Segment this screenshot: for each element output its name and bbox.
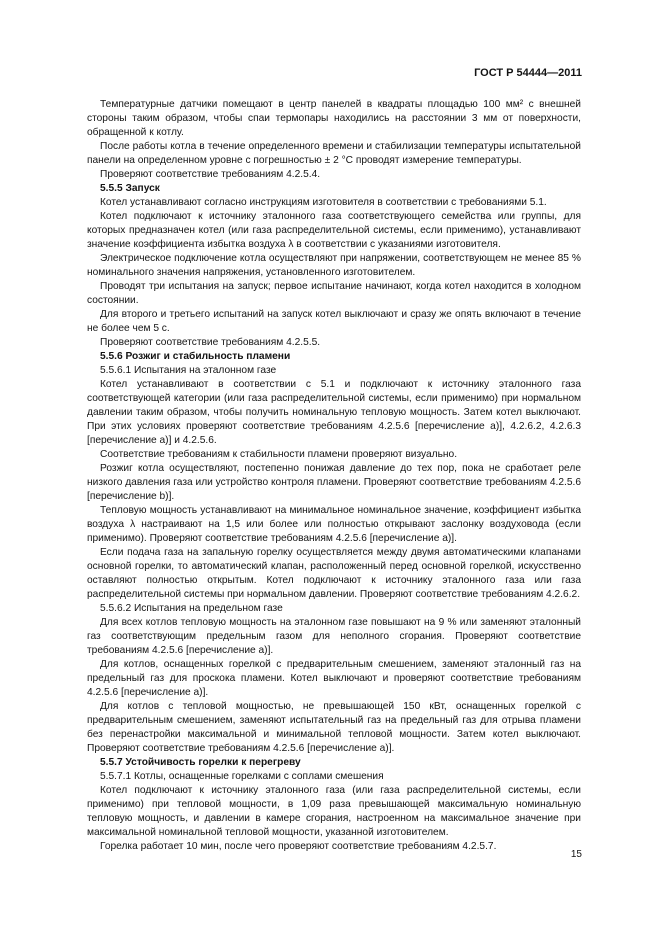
paragraph: Тепловую мощность устанавливают на минимальное номинальное значение, коэффициент избытка воздуха λ настраивают на 1,5 или более или полностью открывают заслонку воздуховода (если применимо). Проверяют соответствие требованиям 4.2.5.6 [перечисление а)]. xyxy=(87,505,581,544)
paragraph: Котел устанавливают согласно инструкциям изготовителя в соответствии с требованиями 5.1. xyxy=(100,197,547,208)
section-heading: 5.5.6 Розжиг и стабильность пламени xyxy=(100,351,291,362)
paragraph: Для всех котлов тепловую мощность на эталонном газе повышают на 9 % или заменяют эталонный газ соответствующим предельным газом для неполного сгорания. Проверяют соответствие требованиям 4.2.5.6 [перечисление а)]. xyxy=(87,617,581,656)
paragraph: Проводят три испытания на запуск; первое испытание начинают, когда котел находится в холодном состоянии. xyxy=(87,281,581,306)
subsection-heading: 5.5.7.1 Котлы, оснащенные горелками с соплами смешения xyxy=(100,771,384,782)
paragraph: Для котлов с тепловой мощностью, не превышающей 150 кВт, оснащенных горелкой с предварительным смешением, заменяют испытательный газ на предельный газ для отрыва пламени без перенастройки максимальной и минимальной тепловой мощности. Затем котел выключают. Проверяют соответствие требованиям 4.2.5.6 [перечисление а)]. xyxy=(87,701,581,754)
section-heading: 5.5.5 Запуск xyxy=(100,183,160,194)
paragraph: Проверяют соответствие требованиям 4.2.5.5. xyxy=(100,337,321,348)
page-number: 15 xyxy=(570,849,582,860)
document-body xyxy=(87,98,581,854)
paragraph: Температурные датчики помещают в центр панелей в квадраты площадью 100 мм² с внешней стороны таким образом, чтобы спаи термопары находились на расстоянии 3 мм от поверхности, обращенной к котлу. xyxy=(87,99,581,138)
paragraph: Если подача газа на запальную горелку осуществляется между двумя автоматическими клапанами основной горелки, то автоматический клапан, расположенный перед основной горелкой, искусственно оставляют полностью открытым. Котел подключают к источнику эталонного газа или газа распределительной системы при нормальном давлении. Проверяют соответствие требованиям 4.2.6.2. xyxy=(87,547,581,600)
section-heading: 5.5.7 Устойчивость горелки к перегреву xyxy=(100,757,301,768)
paragraph: Горелка работает 10 мин, после чего проверяют соответствие требованиям 4.2.5.7. xyxy=(100,841,497,852)
paragraph: Для второго и третьего испытаний на запуск котел выключают и сразу же опять включают в течение не более чем 5 с. xyxy=(87,309,581,334)
subsection-heading: 5.5.6.2 Испытания на предельном газе xyxy=(100,603,283,614)
paragraph: Соответствие требованиям к стабильности пламени проверяют визуально. xyxy=(100,449,458,460)
paragraph: Котел подключают к источнику эталонного газа соответствующего семейства или группы, для которых предназначен котел (или газа распределительной системы, если применимо), устанавливают значение коэффициента избытка воздуха λ в соответствии с указаниями изготовителя. xyxy=(87,211,581,250)
document-header: ГОСТ Р 54444—2011 xyxy=(474,67,582,79)
paragraph: Для котлов, оснащенных горелкой с предварительным смешением, заменяют эталонный газ на предельный газ для проскока пламени. Котел выключают и проверяют соответствие требованиям 4.2.5.6 [перечисление а)]. xyxy=(87,659,581,698)
paragraph: После работы котла в течение определенного времени и стабилизации температуры испытательной панели на определенном уровне с погрешностью ± 2 °С проводят измерение температуры. xyxy=(87,141,581,166)
subsection-heading: 5.5.6.1 Испытания на эталонном газе xyxy=(100,365,277,376)
paragraph: Котел подключают к источнику эталонного газа (или газа распределительной системы, если применимо) при тепловой мощности, в 1,09 раза превышающей максимальную номинальную тепловую мощность, и давлении в камере сгорания, настроенном на максимальное значение при максимальной номинальной тепловой мощности, указанной изготовителем. xyxy=(87,785,581,838)
paragraph: Розжиг котла осуществляют, постепенно понижая давление до тех пор, пока не сработает реле низкого давления газа или устройство контроля пламени. Проверяют соответствие требованиям 4.2.5.6 [перечисление b)]. xyxy=(87,463,581,502)
paragraph: Котел устанавливают в соответствии с 5.1 и подключают к источнику эталонного газа соответствующей категории (или газа распределительной системы, если применимо) при нормальном давлении таким образом, чтобы получить номинальную тепловую мощность. Затем котел выключают. При этих условиях проверяют соответствие требованиям 4.2.5.6 [перечисление а)], 4.2.6.2, 4.2.6.3 [перечисление а)] и 4.2.5.6. xyxy=(87,379,581,446)
paragraph: Проверяют соответствие требованиям 4.2.5.4. xyxy=(100,169,321,180)
paragraph: Электрическое подключение котла осуществляют при напряжении, соответствующем не менее 85 % номинального значения напряжения, установленного изготовителем. xyxy=(87,253,581,278)
